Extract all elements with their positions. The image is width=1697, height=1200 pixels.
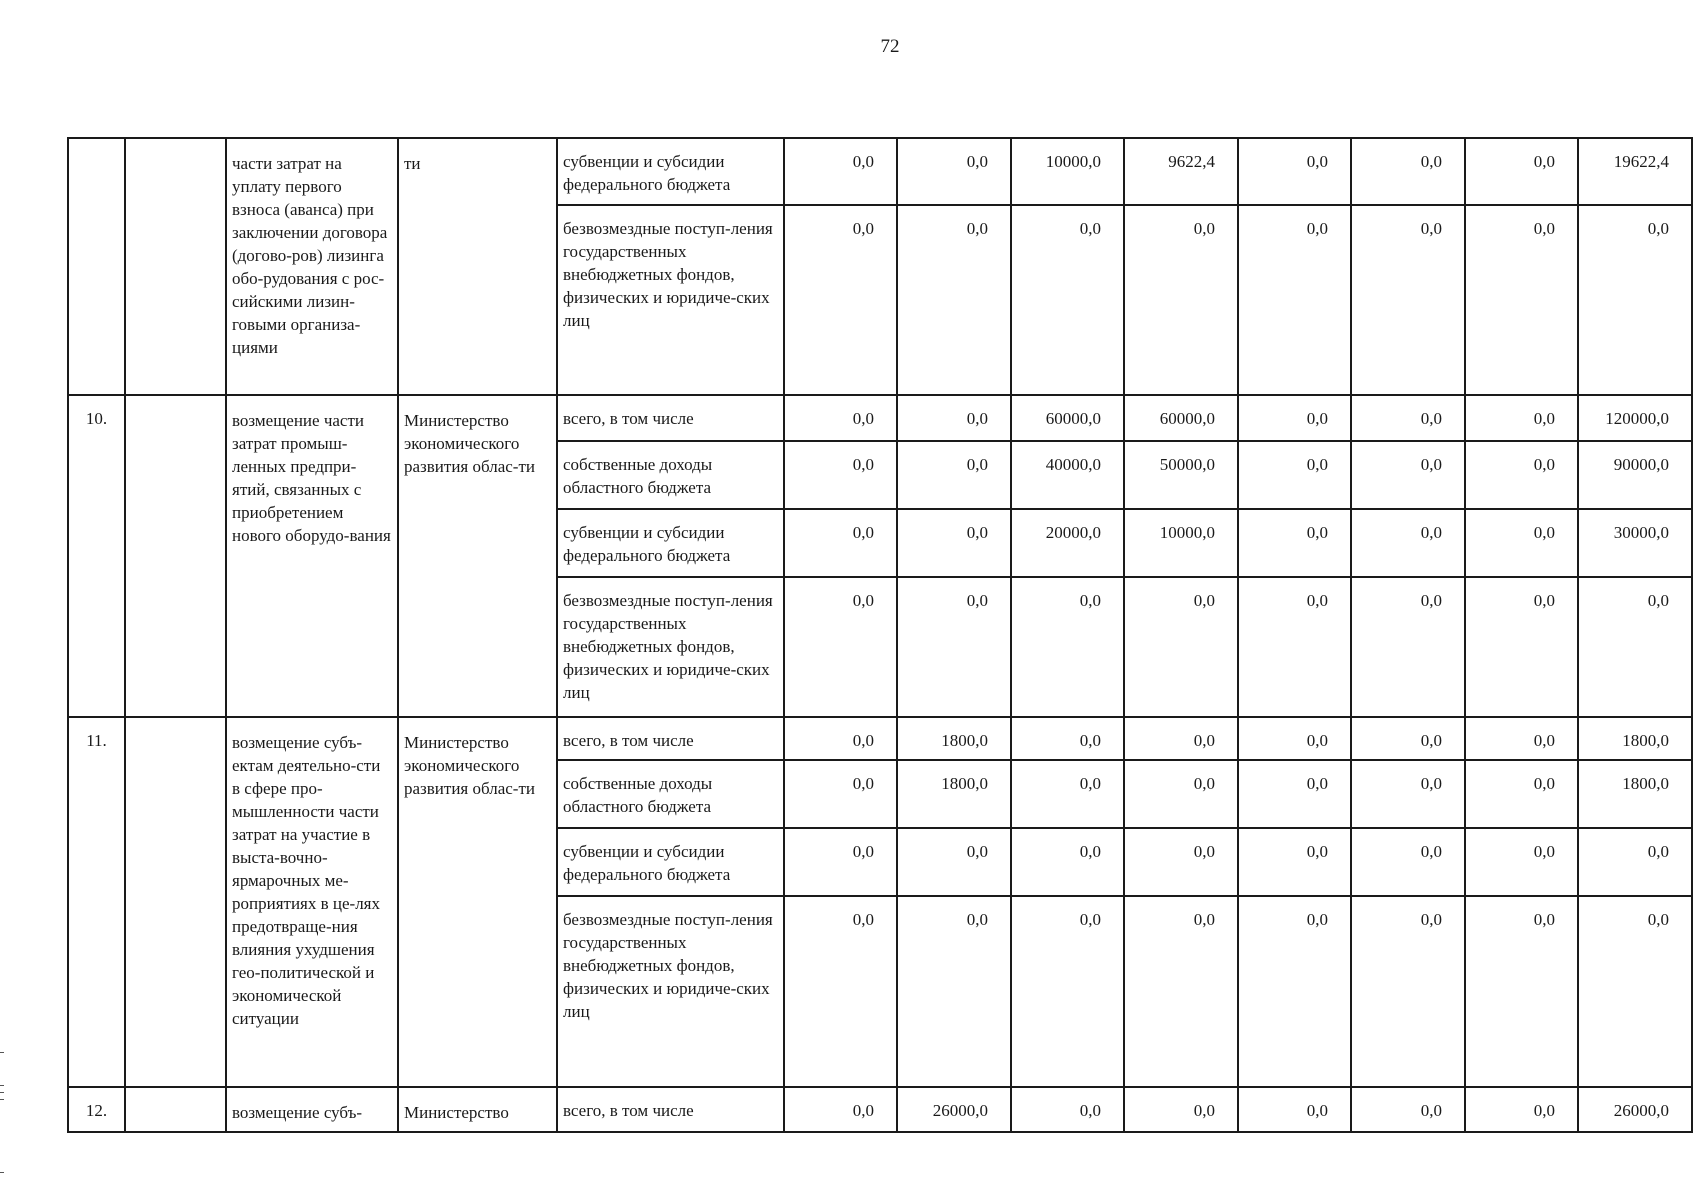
total-value-cell: 120000,0 [1578, 395, 1692, 441]
total-value-cell: 1800,0 [1578, 717, 1692, 760]
scan-edge-mark [0, 1085, 4, 1086]
value-cell: 0,0 [784, 717, 897, 760]
value-cell: 0,0 [1351, 509, 1465, 577]
value-cell: 0,0 [1238, 138, 1351, 205]
funding-source-cell: собственные доходы областного бюджета [557, 760, 784, 828]
value-cell: 0,0 [1238, 717, 1351, 760]
value-cell: 40000,0 [1011, 441, 1124, 509]
value-cell: 0,0 [784, 828, 897, 896]
value-cell: 0,0 [1238, 1087, 1351, 1132]
value-cell: 0,0 [1011, 205, 1124, 395]
value-cell: 1800,0 [897, 760, 1011, 828]
value-cell: 0,0 [1351, 717, 1465, 760]
value-cell: 0,0 [1238, 205, 1351, 395]
value-cell: 0,0 [1124, 1087, 1238, 1132]
funding-source-cell: безвозмездные поступ-ления государственных внебюджетных фондов, физических и юридиче-ских лиц [557, 896, 784, 1087]
value-cell: 0,0 [1465, 138, 1578, 205]
table-row [68, 1087, 1692, 1132]
value-cell: 0,0 [1124, 717, 1238, 760]
row-number-cell: 10. [68, 395, 125, 717]
value-cell: 0,0 [784, 205, 897, 395]
scan-edge-mark [0, 1052, 4, 1053]
value-cell: 0,0 [1124, 205, 1238, 395]
value-cell: 0,0 [1124, 760, 1238, 828]
value-cell: 0,0 [784, 577, 897, 717]
value-cell: 0,0 [897, 509, 1011, 577]
value-cell: 0,0 [1465, 441, 1578, 509]
measure-description-cell: возмещение субъ- [226, 1087, 398, 1132]
value-cell: 50000,0 [1124, 441, 1238, 509]
value-cell: 0,0 [1465, 1087, 1578, 1132]
value-cell: 60000,0 [1011, 395, 1124, 441]
funding-source-cell: безвозмездные поступ-ления государственных внебюджетных фондов, физических и юридиче-ских лиц [557, 205, 784, 395]
funding-source-cell: всего, в том числе [557, 395, 784, 441]
value-cell: 0,0 [1238, 509, 1351, 577]
value-cell: 0,0 [897, 138, 1011, 205]
value-cell: 0,0 [784, 896, 897, 1087]
table-body [68, 138, 1692, 1132]
table-row [68, 717, 1692, 760]
measure-description-cell: возмещение субъ-ектам деятельно-сти в сфере про-мышленности части затрат на участие в выста-вочно-ярмарочных ме-роприятиях в це-лях предотвраще-ния влияния ухудшения гео-политической и экономической ситуации [226, 717, 398, 1087]
value-cell: 0,0 [897, 205, 1011, 395]
value-cell: 0,0 [784, 509, 897, 577]
value-cell: 0,0 [1011, 896, 1124, 1087]
row-number-cell: 12. [68, 1087, 125, 1132]
value-cell: 0,0 [1465, 395, 1578, 441]
value-cell: 0,0 [1238, 395, 1351, 441]
funding-source-cell: всего, в том числе [557, 717, 784, 760]
value-cell: 0,0 [897, 395, 1011, 441]
value-cell: 0,0 [1465, 717, 1578, 760]
table-row [68, 138, 1692, 205]
value-cell: 0,0 [1351, 577, 1465, 717]
blank-cell [125, 1087, 226, 1132]
value-cell: 0,0 [1465, 577, 1578, 717]
scan-edge-mark [0, 1099, 4, 1100]
funding-source-cell: собственные доходы областного бюджета [557, 441, 784, 509]
value-cell: 20000,0 [1011, 509, 1124, 577]
value-cell: 1800,0 [897, 717, 1011, 760]
funding-source-cell: субвенции и субсидии федерального бюджета [557, 509, 784, 577]
blank-cell [125, 138, 226, 395]
table-row [68, 395, 1692, 441]
total-value-cell: 0,0 [1578, 205, 1692, 395]
value-cell: 0,0 [1351, 828, 1465, 896]
scan-edge-mark [0, 1092, 4, 1093]
total-value-cell: 1800,0 [1578, 760, 1692, 828]
total-value-cell: 90000,0 [1578, 441, 1692, 509]
value-cell: 9622,4 [1124, 138, 1238, 205]
value-cell: 0,0 [1124, 577, 1238, 717]
value-cell: 0,0 [1351, 395, 1465, 441]
value-cell: 26000,0 [897, 1087, 1011, 1132]
blank-cell [125, 717, 226, 1087]
value-cell: 0,0 [1351, 441, 1465, 509]
total-value-cell: 26000,0 [1578, 1087, 1692, 1132]
value-cell: 0,0 [1238, 896, 1351, 1087]
value-cell: 0,0 [1011, 828, 1124, 896]
value-cell: 10000,0 [1011, 138, 1124, 205]
value-cell: 0,0 [1351, 760, 1465, 828]
value-cell: 0,0 [897, 828, 1011, 896]
executor-cell: Министерство экономического развития облас-ти [398, 717, 557, 1087]
page-number: 72 [880, 36, 900, 57]
value-cell: 0,0 [1238, 441, 1351, 509]
value-cell: 60000,0 [1124, 395, 1238, 441]
value-cell: 0,0 [784, 760, 897, 828]
value-cell: 0,0 [1465, 828, 1578, 896]
value-cell: 0,0 [1465, 896, 1578, 1087]
value-cell: 0,0 [784, 441, 897, 509]
blank-cell [125, 395, 226, 717]
executor-cell: ти [398, 138, 557, 395]
value-cell: 10000,0 [1124, 509, 1238, 577]
scan-edge-mark [0, 1172, 4, 1173]
value-cell: 0,0 [1124, 896, 1238, 1087]
value-cell: 0,0 [784, 1087, 897, 1132]
value-cell: 0,0 [1238, 577, 1351, 717]
funding-source-cell: субвенции и субсидии федерального бюджета [557, 138, 784, 205]
value-cell: 0,0 [897, 441, 1011, 509]
funding-source-cell: всего, в том числе [557, 1087, 784, 1132]
total-value-cell: 0,0 [1578, 896, 1692, 1087]
value-cell: 0,0 [1124, 828, 1238, 896]
value-cell: 0,0 [1351, 138, 1465, 205]
value-cell: 0,0 [1351, 896, 1465, 1087]
measure-description-cell: части затрат на уплату первого взноса (аванса) при заключении договора (догово-ров) лизинга обо-рудования с рос-сийскими лизин-говыми организа-циями [226, 138, 398, 395]
value-cell: 0,0 [1011, 1087, 1124, 1132]
total-value-cell: 0,0 [1578, 828, 1692, 896]
value-cell: 0,0 [1238, 760, 1351, 828]
executor-cell: Министерство [398, 1087, 557, 1132]
value-cell: 0,0 [1351, 205, 1465, 395]
budget-table [67, 137, 1693, 1133]
executor-cell: Министерство экономического развития облас-ти [398, 395, 557, 717]
value-cell: 0,0 [1351, 1087, 1465, 1132]
row-number-cell [68, 138, 125, 395]
row-number-cell: 11. [68, 717, 125, 1087]
value-cell: 0,0 [1011, 577, 1124, 717]
value-cell: 0,0 [1465, 760, 1578, 828]
funding-source-cell: субвенции и субсидии федерального бюджета [557, 828, 784, 896]
total-value-cell: 30000,0 [1578, 509, 1692, 577]
funding-source-cell: безвозмездные поступ-ления государственных внебюджетных фондов, физических и юридиче-ских лиц [557, 577, 784, 717]
value-cell: 0,0 [1011, 760, 1124, 828]
total-value-cell: 19622,4 [1578, 138, 1692, 205]
value-cell: 0,0 [897, 577, 1011, 717]
value-cell: 0,0 [1465, 205, 1578, 395]
measure-description-cell: возмещение части затрат промыш-ленных предпри-ятий, связанных с приобретением нового оборудо-вания [226, 395, 398, 717]
value-cell: 0,0 [1011, 717, 1124, 760]
value-cell: 0,0 [1465, 509, 1578, 577]
total-value-cell: 0,0 [1578, 577, 1692, 717]
value-cell: 0,0 [1238, 828, 1351, 896]
value-cell: 0,0 [784, 138, 897, 205]
value-cell: 0,0 [784, 395, 897, 441]
value-cell: 0,0 [897, 896, 1011, 1087]
